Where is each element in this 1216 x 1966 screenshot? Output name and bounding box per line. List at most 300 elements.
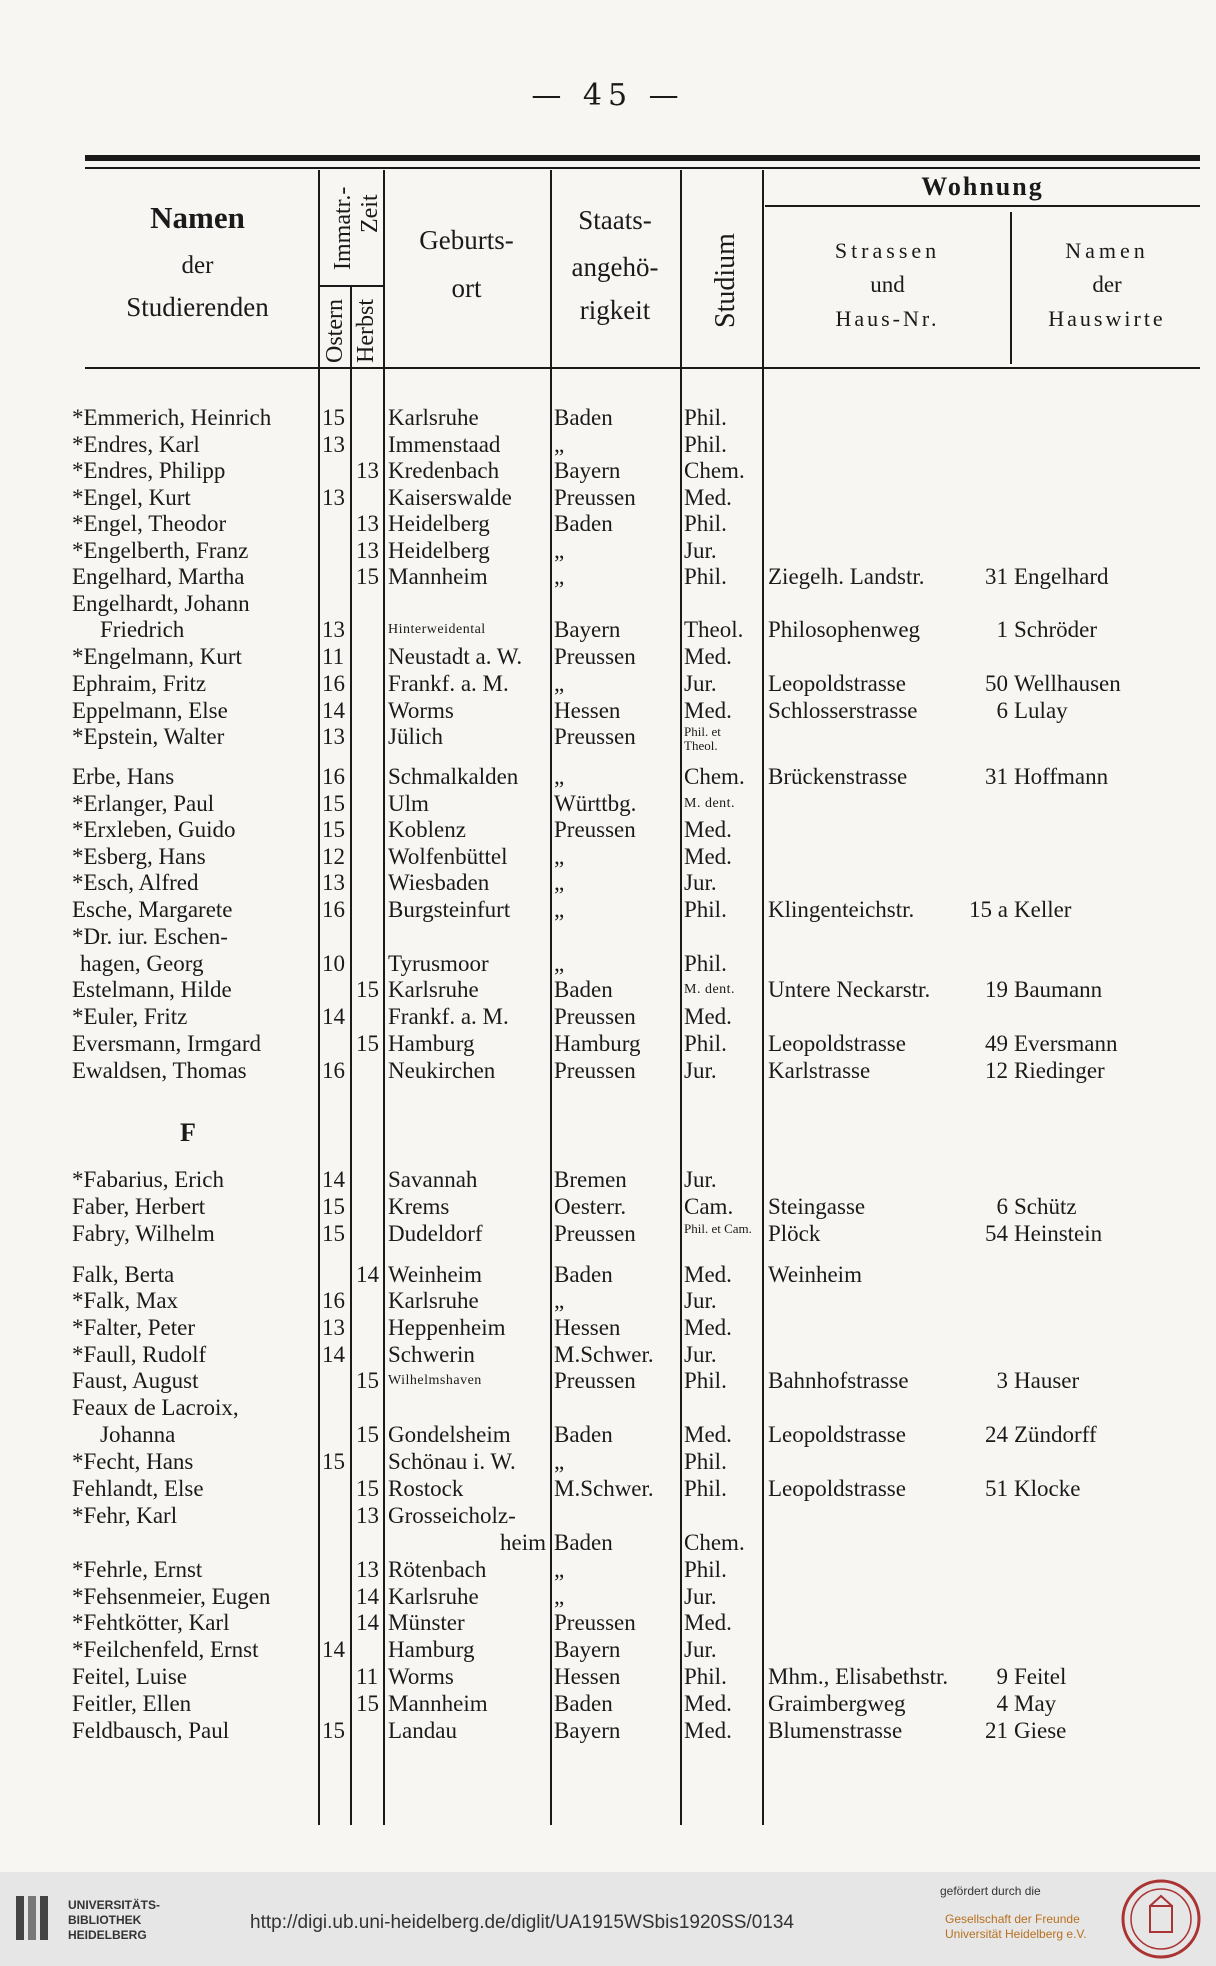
entry-ostern: 16 (322, 671, 345, 696)
entry-name: Feitel, Luise (72, 1664, 187, 1689)
entry-birthplace: Heidelberg (388, 511, 490, 536)
entry-name: Friedrich (100, 617, 185, 642)
entry-landlord: Eversmann (1014, 1031, 1118, 1056)
entry-subject: Med. (684, 1691, 732, 1716)
entry-subject: Phil. (684, 897, 727, 922)
entry-birthplace: Weinheim (388, 1262, 482, 1287)
entry-landlord: Engelhard (1014, 564, 1109, 589)
entry-herbst: 15 (356, 1031, 379, 1056)
entry-name: *Engel, Kurt (72, 485, 191, 510)
entry-subject: Phil. (684, 1557, 727, 1582)
entry-landlord: Lulay (1014, 698, 1068, 723)
table-row (0, 1030, 1216, 1058)
header-namen-hauswirte: Namen (1065, 238, 1149, 263)
entry-state: Baden (554, 1262, 613, 1287)
entry-birthplace: Wiesbaden (388, 870, 490, 895)
entry-herbst: 14 (356, 1262, 379, 1287)
table-row (0, 1690, 1216, 1718)
entry-state: „ (554, 1449, 565, 1474)
entry-herbst: 13 (356, 1557, 379, 1582)
entry-state: Preussen (554, 1058, 636, 1083)
entry-state: Preussen (554, 724, 636, 749)
entry-birthplace: Heppenheim (388, 1315, 506, 1340)
entry-subject: Jur. (684, 671, 717, 696)
entry-state: M.Schwer. (554, 1342, 654, 1367)
entry-house-number: 31 (985, 764, 1008, 789)
entry-name: *Fehrle, Ernst (72, 1557, 203, 1582)
table-row (0, 1609, 1216, 1637)
entry-house-number: 3 (996, 1368, 1008, 1393)
entry-state: M.Schwer. (554, 1476, 654, 1501)
entry-name: Erbe, Hans (72, 764, 175, 789)
table-row (0, 404, 1216, 432)
entry-street: Blumenstrasse (768, 1718, 903, 1743)
entry-ostern: 13 (322, 724, 345, 749)
entry-street: Brückenstrasse (768, 764, 908, 789)
table-row (0, 1502, 1216, 1530)
entry-name: *Emmerich, Heinrich (72, 405, 272, 430)
entry-name: Eppelmann, Else (72, 698, 228, 723)
entry-house-number: 54 (985, 1221, 1008, 1246)
entry-birthplace: Neukirchen (388, 1058, 496, 1083)
entry-subject: Med. (684, 1610, 732, 1635)
entry-ostern: 13 (322, 1315, 345, 1340)
entry-birthplace: Kredenbach (388, 458, 500, 483)
entry-street: Plöck (768, 1221, 821, 1246)
entry-ostern: 15 (322, 791, 345, 816)
entry-herbst: 15 (356, 1368, 379, 1393)
table-row (0, 1287, 1216, 1315)
library-name-line1: UNIVERSITÄTS- (68, 1898, 161, 1912)
table-row (0, 1583, 1216, 1611)
entry-subject: Med. (684, 1262, 732, 1287)
entry-state: „ (554, 870, 565, 895)
entry-name: *Fehtkötter, Karl (72, 1610, 230, 1635)
page-number: — 45 — (531, 78, 685, 113)
table-row (0, 1448, 1216, 1476)
entry-landlord: Schütz (1014, 1194, 1077, 1219)
entry-birthplace: Worms (388, 698, 454, 723)
entry-subject: Phil. (684, 1664, 727, 1689)
table-row (0, 510, 1216, 538)
entry-landlord: Zündorff (1014, 1422, 1097, 1447)
entry-ostern: 12 (322, 844, 345, 869)
entry-subject: Theol. (684, 617, 744, 642)
table-row (0, 1057, 1216, 1085)
entry-birthplace: Ulm (388, 791, 429, 816)
entry-name: Engelhard, Martha (72, 564, 245, 589)
entry-birthplace: Gondelsheim (388, 1422, 511, 1447)
entry-street: Ziegelh. Landstr. (768, 564, 925, 589)
entry-state: „ (554, 897, 565, 922)
entry-birthplace: Worms (388, 1664, 454, 1689)
entry-subject: Med. (684, 1004, 732, 1029)
entry-subject: Phil. (684, 511, 727, 536)
entry-ostern: 14 (322, 1167, 345, 1192)
entry-state: Baden (554, 977, 613, 1002)
entry-name: Feldbausch, Paul (72, 1718, 230, 1743)
table-row (0, 1394, 1216, 1422)
entry-subject: Med. (684, 1315, 732, 1340)
table-row (0, 484, 1216, 512)
entry-state: Preussen (554, 1004, 636, 1029)
entry-house-number: 12 (985, 1058, 1008, 1083)
entry-name: *Erlanger, Paul (72, 791, 215, 816)
entry-name: *Fehsenmeier, Eugen (72, 1584, 271, 1609)
table-row (0, 790, 1216, 818)
entry-birthplace: Mannheim (388, 564, 488, 589)
table-row (0, 457, 1216, 485)
entry-name: Faust, August (72, 1368, 199, 1393)
entry-subject: Med. (684, 698, 732, 723)
society-name-line2: Universität Heidelberg e.V. (945, 1927, 1087, 1941)
entry-name: Faber, Herbert (72, 1194, 206, 1219)
entry-name: Falk, Berta (72, 1262, 175, 1287)
entry-state: Bayern (554, 1637, 621, 1662)
library-name-line2: BIBLIOTHEK (68, 1913, 142, 1927)
entry-landlord: Klocke (1014, 1476, 1081, 1501)
entry-herbst: 14 (356, 1584, 379, 1609)
entry-subject: Med. (684, 817, 732, 842)
entry-house-number: 6 (996, 698, 1008, 723)
entry-subject: Jur. (684, 538, 717, 563)
entry-herbst: 11 (356, 1664, 379, 1689)
entry-subject: Phil. et Theol. (684, 724, 721, 753)
entry-birthplace: Hamburg (388, 1031, 475, 1056)
entry-ostern: 14 (322, 1342, 345, 1367)
entry-birthplace: Frankf. a. M. (388, 1004, 509, 1029)
table-row (0, 1636, 1216, 1664)
table-row (0, 763, 1216, 791)
entry-house-number: 51 (985, 1476, 1008, 1501)
header-der-hauswirte: der (1092, 272, 1122, 297)
header-und: und (870, 272, 905, 297)
table-row (0, 590, 1216, 618)
entry-name: Ewaldsen, Thomas (72, 1058, 247, 1083)
entry-subject: Chem. (684, 764, 745, 789)
entry-street: Leopoldstrasse (768, 1422, 906, 1447)
entry-street: Leopoldstrasse (768, 1476, 906, 1501)
entry-subject: Med. (684, 1718, 732, 1743)
header-hausnr: Haus-Nr. (835, 306, 940, 331)
entry-house-number: 6 (996, 1194, 1008, 1219)
entry-subject: Jur. (684, 1637, 717, 1662)
entry-name: *Dr. iur. Eschen- (72, 924, 228, 949)
entry-herbst: 15 (356, 564, 379, 589)
entry-name: Fehlandt, Else (72, 1476, 204, 1501)
society-name-line1: Gesellschaft der Freunde (945, 1912, 1080, 1926)
entry-herbst: 13 (356, 511, 379, 536)
entry-birthplace: Rötenbach (388, 1557, 487, 1582)
entry-birthplace: Hinterweidental (388, 622, 486, 637)
entry-subject: Med. (684, 844, 732, 869)
table-row (0, 950, 1216, 978)
header-studierenden: Studierenden (126, 292, 269, 322)
entry-state: Bremen (554, 1167, 627, 1192)
entry-ostern: 15 (322, 1221, 345, 1246)
entry-landlord: Hauser (1014, 1368, 1080, 1393)
header-geburts: Geburts- (419, 225, 514, 255)
entry-name: *Endres, Karl (72, 432, 200, 457)
table-row (0, 869, 1216, 897)
entry-ostern: 16 (322, 1288, 345, 1313)
table-row (0, 976, 1216, 1004)
entry-subject: Phil. (684, 564, 727, 589)
entry-birthplace: heim (500, 1530, 546, 1555)
entry-state: „ (554, 1288, 565, 1313)
entry-street: Schlosserstrasse (768, 698, 918, 723)
entry-ostern: 14 (322, 1004, 345, 1029)
header-staats: Staats- (578, 205, 652, 235)
entry-name: Estelmann, Hilde (72, 977, 232, 1002)
entry-birthplace: Frankf. a. M. (388, 671, 509, 696)
entry-subject: Chem. (684, 458, 745, 483)
entry-name: Fabry, Wilhelm (72, 1221, 215, 1246)
entry-street: Steingasse (768, 1194, 866, 1219)
entry-state: „ (554, 671, 565, 696)
entry-birthplace: Hamburg (388, 1637, 475, 1662)
entry-state: Baden (554, 1422, 613, 1447)
entry-name: Feaux de Lacroix, (72, 1395, 239, 1420)
society-name (945, 1912, 1087, 1942)
entry-state: Preussen (554, 1610, 636, 1635)
entry-name: *Euler, Fritz (72, 1004, 188, 1029)
entry-herbst: 13 (356, 538, 379, 563)
entry-state: „ (554, 951, 565, 976)
entry-street: Untere Neckarstr. (768, 977, 931, 1002)
table-row (0, 1341, 1216, 1369)
entry-street: Mhm., Elisabethstr. (768, 1664, 949, 1689)
table-row (0, 563, 1216, 591)
entry-name: Esche, Margarete (72, 897, 233, 922)
table-row (0, 1166, 1216, 1194)
entry-name: *Esberg, Hans (72, 844, 206, 869)
funded-by-label: gefördert durch die (940, 1884, 1041, 1898)
entry-state: „ (554, 432, 565, 457)
entry-state: „ (554, 844, 565, 869)
entry-landlord: Riedinger (1014, 1058, 1105, 1083)
entry-state: Baden (554, 1530, 613, 1555)
entry-birthplace: Schmalkalden (388, 764, 519, 789)
entry-birthplace: Karlsruhe (388, 977, 479, 1002)
entry-name: Johanna (100, 1422, 176, 1447)
entry-birthplace: Neustadt a. W. (388, 644, 523, 669)
entry-street: Philosophenweg (768, 617, 921, 642)
entry-subject: Phil. (684, 1031, 727, 1056)
entry-subject: Chem. (684, 1530, 745, 1555)
entry-house-number: 50 (985, 671, 1008, 696)
entry-herbst: 14 (356, 1610, 379, 1635)
entry-subject: Jur. (684, 1288, 717, 1313)
entry-herbst: 13 (356, 1503, 379, 1528)
table-row (0, 1261, 1216, 1289)
entry-ostern: 16 (322, 1058, 345, 1083)
entry-birthplace: Karlsruhe (388, 1584, 479, 1609)
entry-ostern: 11 (322, 644, 345, 669)
entry-herbst: 13 (356, 458, 379, 483)
table-row (0, 843, 1216, 871)
entry-birthplace: Karlsruhe (388, 405, 479, 430)
entry-name: *Erxleben, Guido (72, 817, 236, 842)
entry-landlord: Heinstein (1014, 1221, 1103, 1246)
entry-herbst: 15 (356, 977, 379, 1002)
entry-name: *Fehr, Karl (72, 1503, 178, 1528)
entry-name: *Falter, Peter (72, 1315, 195, 1340)
entry-subject: Med. (684, 1422, 732, 1447)
table-row (0, 670, 1216, 698)
entry-ostern: 15 (322, 1449, 345, 1474)
table-row (0, 723, 1216, 751)
entry-landlord: Baumann (1014, 977, 1103, 1002)
entry-birthplace: Heidelberg (388, 538, 490, 563)
entry-state: Preussen (554, 1221, 636, 1246)
entry-ostern: 15 (322, 1194, 345, 1219)
entry-subject: Jur. (684, 1058, 717, 1083)
table-row (0, 923, 1216, 951)
header-namen: Namen (150, 200, 245, 235)
entry-street: Leopoldstrasse (768, 671, 906, 696)
entry-state: Württbg. (554, 791, 637, 816)
entry-house-number: 9 (996, 1664, 1008, 1689)
entry-ostern: 15 (322, 817, 345, 842)
entry-state: Preussen (554, 817, 636, 842)
entry-name: *Feilchenfeld, Ernst (72, 1637, 259, 1662)
header-hauswirte: Hauswirte (1048, 306, 1166, 331)
table-row (0, 1663, 1216, 1691)
entry-birthplace: Grosseicholz- (388, 1503, 516, 1528)
entry-birthplace: Dudeldorf (388, 1221, 483, 1246)
header-strassen: Strassen (834, 238, 941, 263)
entry-street: Weinheim (768, 1262, 862, 1287)
entry-landlord: Schröder (1014, 617, 1098, 642)
entry-birthplace: Tyrusmoor (388, 951, 489, 976)
university-seal-icon (1120, 1878, 1202, 1960)
entry-birthplace: Wilhelmshaven (388, 1373, 482, 1388)
entry-ostern: 14 (322, 1637, 345, 1662)
table-row (0, 896, 1216, 924)
table-row (0, 1193, 1216, 1221)
header-wohnung: Wohnung (921, 172, 1044, 201)
entry-name: *Engelberth, Franz (72, 538, 249, 563)
header-rigkeit: rigkeit (579, 295, 651, 325)
entry-subject: Jur. (684, 1342, 717, 1367)
header-ort: ort (451, 273, 482, 303)
entry-subject: Jur. (684, 1167, 717, 1192)
entry-house-number: 31 (985, 564, 1008, 589)
entry-house-number: 24 (985, 1422, 1008, 1447)
entry-landlord: May (1014, 1691, 1057, 1716)
entry-birthplace: Burgsteinfurt (388, 897, 511, 922)
entry-birthplace: Rostock (388, 1476, 464, 1501)
entry-name: *Epstein, Walter (72, 724, 225, 749)
entry-name: Engelhardt, Johann (72, 591, 250, 616)
entry-birthplace: Krems (388, 1194, 450, 1219)
entry-street: Leopoldstrasse (768, 1031, 906, 1056)
entry-state: Baden (554, 1691, 613, 1716)
entry-state: Hessen (554, 698, 621, 723)
entry-birthplace: Schwerin (388, 1342, 475, 1367)
entry-landlord: Feitel (1014, 1664, 1067, 1689)
entry-subject: Phil. (684, 951, 727, 976)
table-row (0, 1475, 1216, 1503)
header-herbst: Herbst (353, 299, 379, 363)
entry-birthplace: Wolfenbüttel (388, 844, 508, 869)
entry-birthplace: Kaiserswalde (388, 485, 512, 510)
table-row (0, 697, 1216, 725)
entry-name: Feitler, Ellen (72, 1691, 192, 1716)
table-row (0, 1367, 1216, 1395)
library-name-line3: HEIDELBERG (68, 1928, 147, 1942)
header-der: der (181, 252, 214, 279)
entry-ostern: 14 (322, 698, 345, 723)
entry-subject: Jur. (684, 870, 717, 895)
entry-state: Baden (554, 511, 613, 536)
entry-street: Klingenteichstr. (768, 897, 915, 922)
entry-state: Bayern (554, 1718, 621, 1743)
entry-ostern: 13 (322, 870, 345, 895)
entry-state: „ (554, 538, 565, 563)
entry-house-number: 21 (985, 1718, 1008, 1743)
entry-birthplace: Koblenz (388, 817, 466, 842)
header-studium: Studium (710, 233, 741, 328)
entry-subject: Med. (684, 644, 732, 669)
entry-birthplace: Jülich (388, 724, 443, 749)
entry-ostern: 15 (322, 405, 345, 430)
entry-state: Bayern (554, 458, 621, 483)
entry-state: Baden (554, 405, 613, 430)
table-row (0, 1529, 1216, 1557)
entry-landlord: Hoffmann (1014, 764, 1109, 789)
table-row (0, 1003, 1216, 1031)
entry-state: Oesterr. (554, 1194, 627, 1219)
entry-state: „ (554, 1584, 565, 1609)
entry-house-number: 15 a (969, 897, 1008, 922)
entry-street: Karlstrasse (768, 1058, 871, 1083)
entry-name: Eversmann, Irmgard (72, 1031, 262, 1056)
table-row (0, 816, 1216, 844)
section-letter-f: F (180, 1118, 196, 1147)
entry-subject: Phil. (684, 1368, 727, 1393)
entry-state: „ (554, 1557, 565, 1582)
entry-house-number: 49 (985, 1031, 1008, 1056)
entry-house-number: 19 (985, 977, 1008, 1002)
entry-name: *Engel, Theodor (72, 511, 227, 536)
entry-subject: Jur. (684, 1584, 717, 1609)
entry-ostern: 13 (322, 432, 345, 457)
permalink-url[interactable]: http://digi.ub.uni-heidelberg.de/diglit/UA1915WSbis1920SS/0134 (250, 1912, 794, 1933)
entry-name: *Esch, Alfred (72, 870, 199, 895)
entry-subject: Med. (684, 485, 732, 510)
entry-birthplace: Karlsruhe (388, 1288, 479, 1313)
entry-ostern: 10 (322, 951, 345, 976)
entry-ostern: 13 (322, 485, 345, 510)
table-row (0, 616, 1216, 644)
entry-ostern: 13 (322, 617, 345, 642)
entry-name: hagen, Georg (80, 951, 204, 976)
entry-ostern: 16 (322, 764, 345, 789)
table-row (0, 643, 1216, 671)
entry-herbst: 15 (356, 1691, 379, 1716)
entry-name: *Endres, Philipp (72, 458, 226, 483)
entry-state: Preussen (554, 485, 636, 510)
entry-name: *Faull, Rudolf (72, 1342, 207, 1367)
entry-birthplace: Schönau i. W. (388, 1449, 516, 1474)
entry-landlord: Keller (1014, 897, 1072, 922)
table-row (0, 1717, 1216, 1745)
entry-subject: Cam. (684, 1194, 734, 1219)
entry-state: „ (554, 564, 565, 589)
entry-ostern: 15 (322, 1718, 345, 1743)
